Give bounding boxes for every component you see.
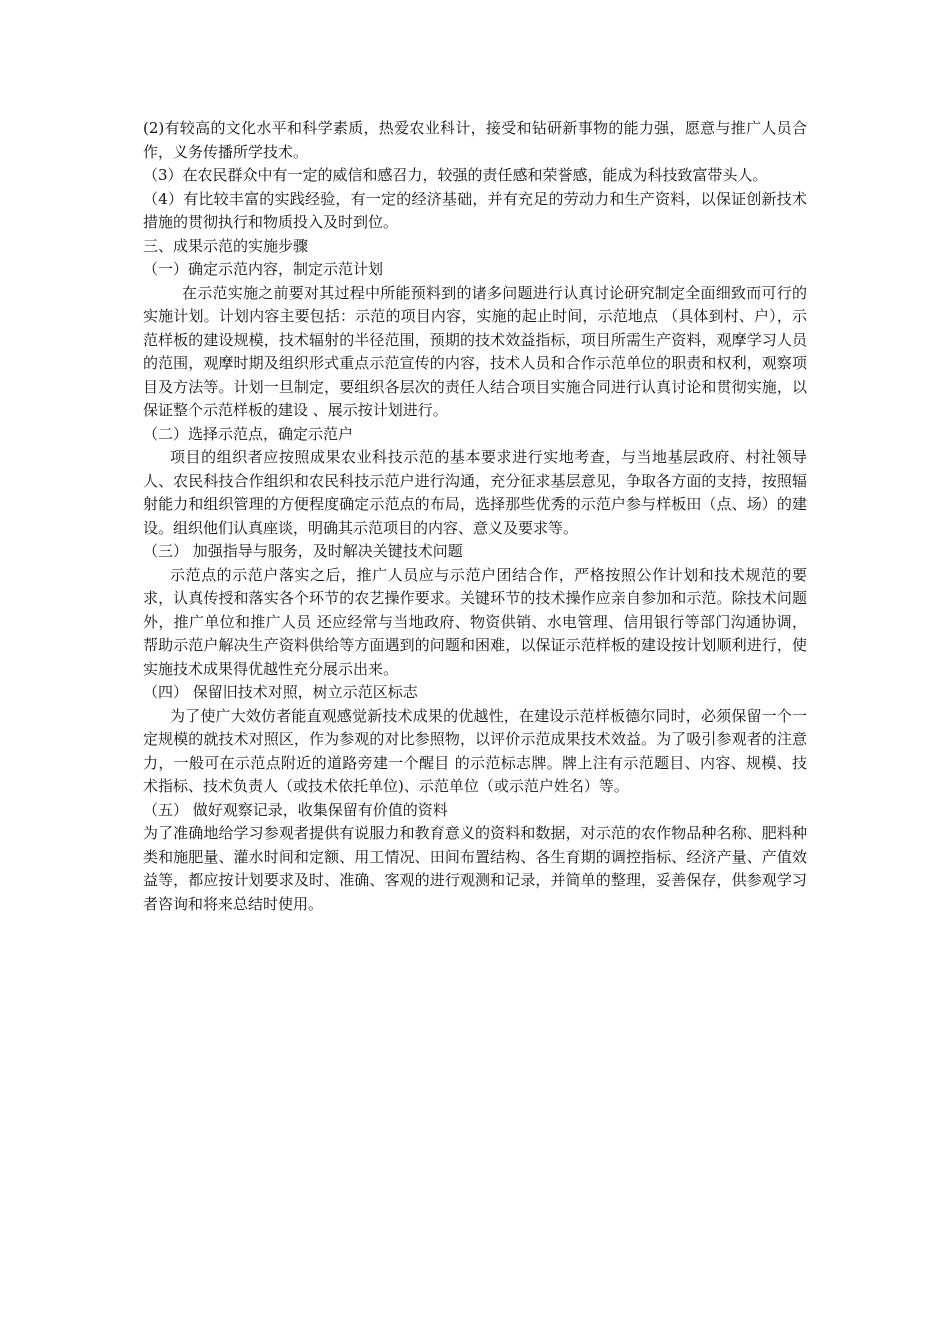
paragraph-site-selection: 项目的组织者应按照成果农业科技示范的基本要求进行实地考查，与当地基层政府、村社领导人、农民科技合作组织和农民科技示范户进行沟通，充分征求基层意见，争取各方面的支持，按照辐射能力和组织管理的方便程度确定示范点的布局，选择那些优秀的示范户参与样板田（点、场）的建设。组织他们认真座谈，明确其示范项目的内容、意义及要求等。: [143, 448, 807, 537]
subsection-heading-3: （三） 加强指导与服务，及时解决关键技术问题: [143, 542, 463, 560]
paragraph-records: 为了准确地给学习参观者提供有说服力和教育意义的资料和数据，对示范的农作物品种名称、肥料种类和施肥量、灌水时间和定额、用工情况、田间布置结构、各生育期的调控指标、经济产量、产值效益等，都应按计划要求及时、准确、客观的进行观测和记录，并简单的整理，妥善保存，供参观学习者咨询和将来总结时使用。: [143, 824, 807, 913]
subsection-heading-1: （一）确定示范内容，制定示范计划: [143, 260, 384, 278]
document-body: [143, 117, 807, 916]
subsection-heading-5: （五） 做好观察记录，收集保留有价值的资料: [143, 800, 448, 819]
section-heading-3: 三、成果示范的实施步骤: [143, 236, 309, 255]
paragraph-criterion-4: （4）有比较丰富的实践经验，有一定的经济基础，并有充足的劳动力和生产资料，以保证创新技术措施的贯彻执行和物质投入及时到位。: [143, 189, 807, 231]
paragraph-control-area: 为了使广大效仿者能直观感觉新技术成果的优越性，在建设示范样板德尔同时，必须保留一个一定规模的就技术对照区，作为参观的对比参照物，以评价示范成果技术效益。为了吸引参观者的注意力，一般可在示范点附近的道路旁建一个醒目 的示范标志牌。牌上注有示范题目、内容、规模、技术指标、技术负责人（或技术依托单位)、示范单位（或示范户姓名）等。: [143, 706, 807, 795]
paragraph-criterion-2: (2)有较高的文化水平和科学素质，热爱农业科计，接受和钻研新事物的能力强，愿意与推广人员合作，义务传播所学技术。: [143, 119, 807, 161]
paragraph-criterion-3: （3）在农民群众中有一定的威信和感召力，较强的责任感和荣誉感，能成为科技致富带头人。: [143, 166, 768, 184]
subsection-heading-2: （二）选择示范点，确定示范户: [143, 424, 354, 443]
paragraph-guidance: 示范点的示范户落实之后，推广人员应与示范户团结合作，严格按照公作计划和技术规范的要求，认真传授和落实各个环节的农艺操作要求。关键环节的技术操作应亲自参加和示范。除技术问题外，推广单位和推广人员 还应经常与当地政府、物资供销、水电管理、信用银行等部门沟通协调，帮助示范户解决生产资料供给等方面遇到的问题和困难，以保证示范样板的建设按计划顺利进行，使实施技术成果得优越性充分展示出来。: [143, 565, 807, 678]
subsection-heading-4: （四） 保留旧技术对照，树立示范区标志: [143, 683, 418, 701]
paragraph-plan: 在示范实施之前要对其过程中所能预料到的诸多问题进行认真讨论研究制定全面细致而可行的实施计划。计划内容主要包括：示范的项目内容，实施的起止时间，示范地点 （具体到村、户），示范样板的建设规模，技术辐射的半径范围，预期的技术效益指标，项目所需生产资料，观摩学习人员的范围，观摩时期及组织形式重点示范宣传的内容，技术人员和合作示范单位的职责和权利，观察项目及方法等。计划一旦制定，要组织各层次的责任人结合项目实施合同进行认真讨论和贯彻实施，以保证整个示范样板的建设 、展示按计划进行。: [143, 283, 807, 419]
